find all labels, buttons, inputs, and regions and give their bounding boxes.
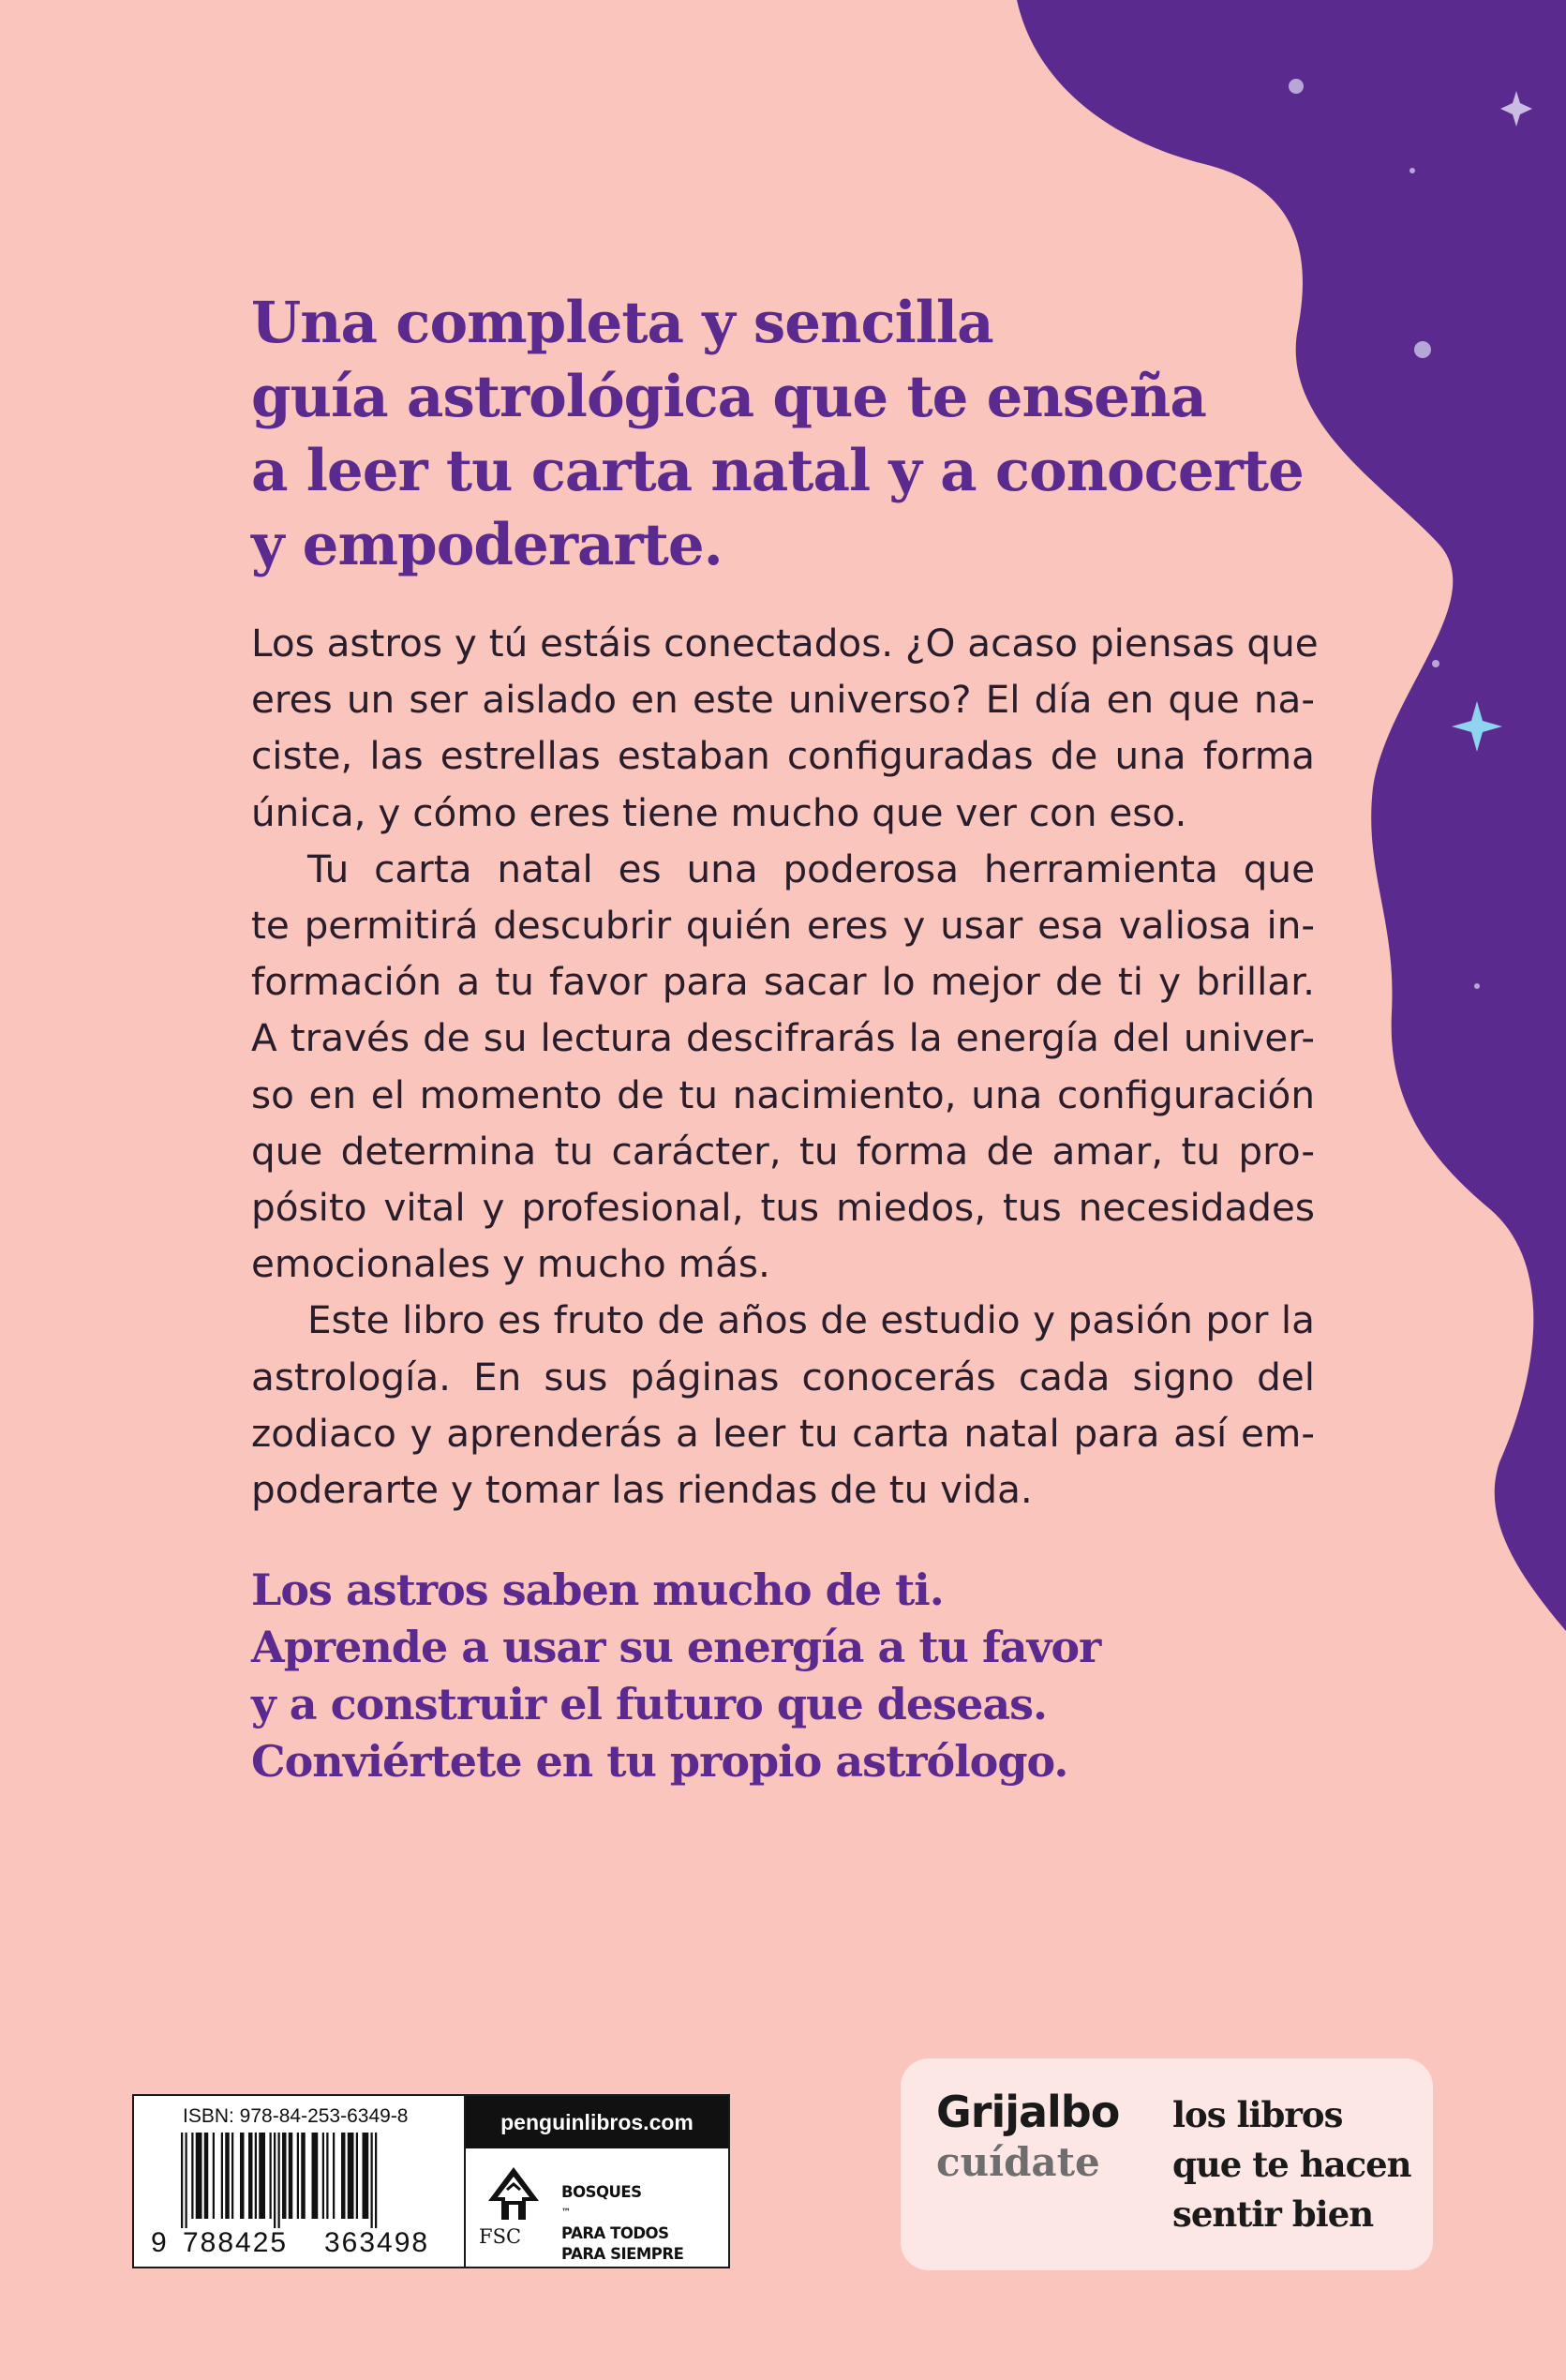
closing-line: Aprende a usar su energía a tu favor	[251, 1622, 1101, 1672]
barcode-digits: 363498	[324, 2227, 430, 2258]
collection-name: cuídate	[936, 2139, 1100, 2185]
text-line: emocionales y mucho más.	[251, 1241, 770, 1287]
fsc-label: FSC	[479, 2225, 522, 2248]
closing-line: y a construir el futuro que deseas.	[251, 1679, 1048, 1729]
tagline-line: que te hacen	[1172, 2144, 1411, 2185]
publisher-panel	[901, 2058, 1433, 2270]
closing-line: Los astros saben mucho de ti.	[251, 1564, 944, 1615]
headline	[251, 286, 1329, 582]
barcode-digit: 9	[151, 2227, 169, 2258]
closing-line: Conviértete en tu propio astrólogo.	[251, 1736, 1068, 1787]
barcode-digits: 788425	[183, 2227, 289, 2258]
barcode-bar	[255, 2133, 257, 2219]
dot-star-icon	[1289, 79, 1304, 94]
barcode-panel	[132, 2094, 730, 2268]
dot-star-icon	[1432, 660, 1439, 667]
text-line: poderarte y tomar las riendas de tu vida.	[251, 1467, 1033, 1513]
barcode-bar	[341, 2133, 346, 2219]
barcode-bar	[270, 2133, 272, 2219]
text-line: única, y cómo eres tiene mucho que ver con eso.	[251, 789, 1187, 835]
barcode-bar	[282, 2133, 287, 2219]
text-line: que determina tu carácter, tu forma de amar, tu pro-	[251, 1128, 1315, 1174]
description-text	[251, 615, 1319, 1518]
text-line: formación a tu favor para sacar lo mejor de ti y brillar.	[251, 959, 1315, 1005]
barcode-bar	[231, 2133, 233, 2219]
paragraph	[251, 615, 1319, 841]
barcode-icon	[181, 2133, 408, 2228]
text-line: ciste, las estrellas estaban configuradas de una forma	[251, 733, 1315, 779]
barcode-bar	[278, 2133, 280, 2228]
text-line: astrología. En sus páginas conocerás cada signo del	[251, 1354, 1315, 1400]
text-line: eres un ser aislado en este universo? El día en que na-	[251, 677, 1315, 723]
barcode-bar	[363, 2133, 369, 2219]
barcode-bar	[297, 2133, 299, 2219]
publisher-logo: Grijalbo	[936, 2087, 1120, 2137]
barcode-bar	[375, 2133, 377, 2228]
text-line: Tu carta natal es una poderosa herramienta que	[307, 846, 1315, 891]
barcode-bar	[301, 2133, 306, 2219]
text-line: zodiaco y aprenderás a leer tu carta natal para así em-	[251, 1410, 1315, 1456]
text-line: A través de su lectura descifrarás la energía del univer-	[251, 1015, 1315, 1061]
tagline-line: sentir bien	[1172, 2193, 1374, 2235]
barcode-bar	[348, 2133, 354, 2219]
trademark-symbol: ™	[561, 2208, 571, 2218]
paragraph	[251, 841, 1315, 1293]
fsc-claim	[561, 2182, 683, 2265]
paragraph	[251, 1292, 1315, 1518]
fsc-claim-line: PARA TODOS	[561, 2224, 669, 2242]
text-line: te permitirá descubrir quién eres y usar esa valiosa in-	[251, 903, 1315, 949]
barcode-area	[134, 2096, 466, 2267]
headline-line: a leer tu carta natal y a conocerte	[251, 438, 1304, 504]
tagline-line: los libros	[1172, 2094, 1343, 2135]
barcode-bar	[248, 2133, 253, 2219]
barcode-bar	[181, 2133, 183, 2228]
text-line: Los astros y tú estáis conectados. ¿O acaso piensas que	[251, 621, 1319, 666]
barcode-bar	[204, 2133, 209, 2219]
barcode-bar	[333, 2133, 335, 2219]
dot-star-icon	[1409, 168, 1415, 173]
headline-line: Una completa y sencilla	[251, 290, 993, 356]
text-line: pósito vital y profesional, tus miedos, tus necesidades	[251, 1185, 1315, 1231]
website-label: penguinlibros.com	[466, 2096, 728, 2148]
barcode-bar	[259, 2133, 265, 2219]
barcode-bar	[356, 2133, 358, 2219]
fsc-tree-icon	[481, 2163, 546, 2225]
barcode-bar	[186, 2133, 187, 2228]
barcode-bar	[221, 2133, 223, 2219]
barcode-bar	[225, 2133, 230, 2219]
closing-statement	[251, 1562, 1282, 1790]
collection-tagline	[1172, 2090, 1411, 2239]
barcode-bar	[191, 2133, 193, 2219]
barcode-bar	[213, 2133, 215, 2219]
barcode-bar	[322, 2133, 324, 2219]
barcode-bar	[274, 2133, 276, 2228]
headline-line: y empoderarte.	[251, 512, 723, 578]
barcode-bar	[196, 2133, 202, 2219]
barcode-bar	[371, 2133, 373, 2228]
barcode-bar	[240, 2133, 245, 2219]
dot-star-icon	[1414, 341, 1431, 358]
barcode-bar	[312, 2133, 319, 2219]
headline-line: guía astrológica que te enseña	[251, 364, 1206, 430]
fsc-claim-line: BOSQUES ™	[561, 2182, 683, 2223]
dot-star-icon	[1474, 983, 1480, 989]
text-line: so en el momento de tu nacimiento, una configuración	[251, 1071, 1315, 1117]
barcode-bar	[326, 2133, 328, 2219]
fsc-claim-line: PARA SIEMPRE	[561, 2245, 684, 2263]
isbn-label: ISBN: 978-84-253-6349-8	[183, 2105, 409, 2127]
text-line: Este libro es fruto de años de estudio y pasión por la	[307, 1297, 1315, 1343]
barcode-bar	[289, 2133, 293, 2219]
